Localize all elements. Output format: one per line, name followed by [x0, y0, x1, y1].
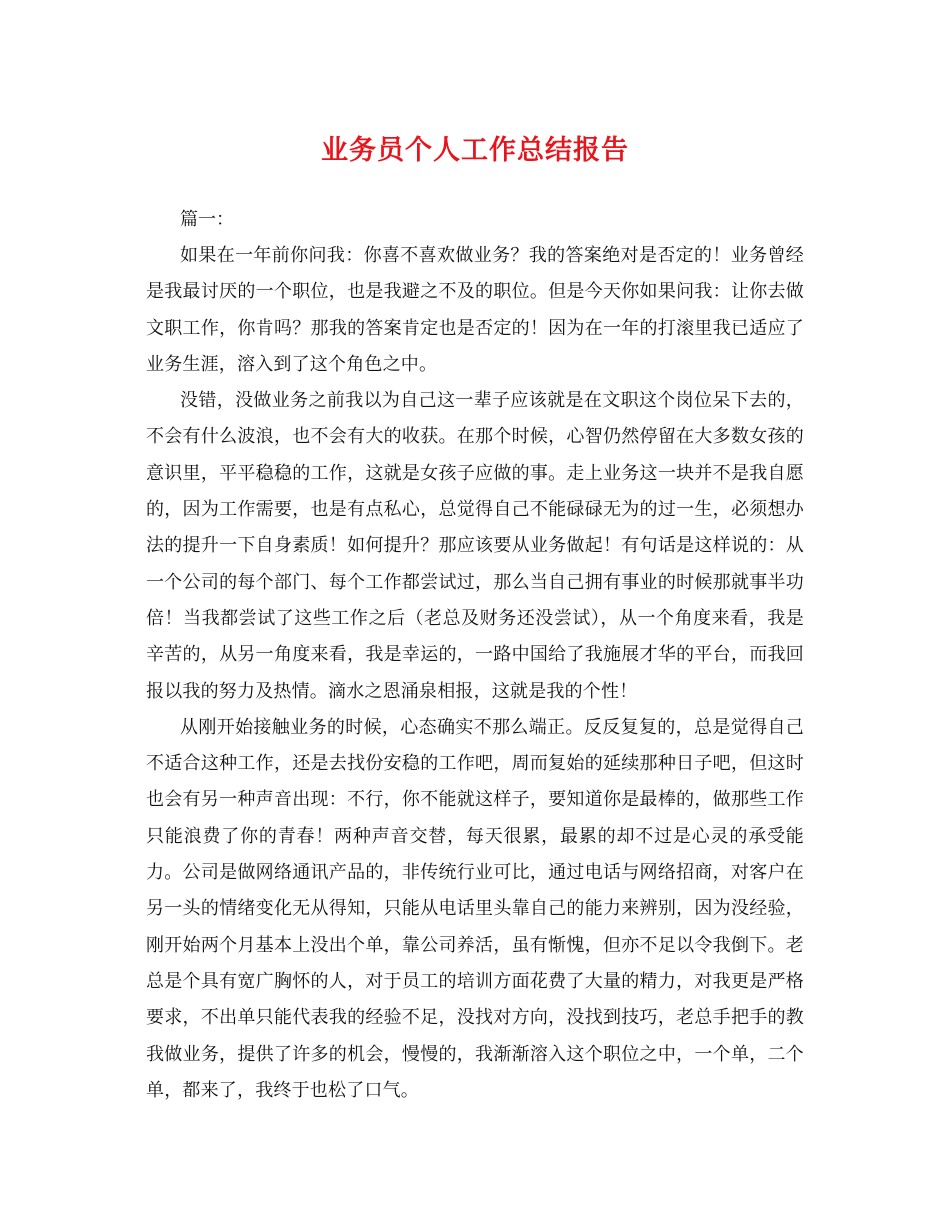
paragraph-2: 没错，没做业务之前我以为自己这一辈子应该就是在文职这个岗位呆下去的，不会有什么波浪，也不会有大的收获。在那个时候，心智仍然停留在大多数女孩的意识里，平平稳稳的工作，这就是女孩子应做的事。走上业务这一块并不是我自愿的，因为工作需要，也是有点私心，总觉得自己不能碌碌无为的过一生，必须想办法的提升一下自身素质！如何提升？那应该要从业务做起！有句话是这样说的：从一个公司的每个部门、每个工作都尝试过，那么当自己拥有事业的时候那就事半功倍！当我都尝试了这些工作之后（老总及财务还没尝试），从一个角度来看，我是辛苦的，从另一角度来看，我是幸运的，一路中国给了我施展才华的平台，而我回报以我的努力及热情。滴水之恩涌泉相报，这就是我的个性！ — [146, 390, 804, 702]
document-title: 业务员个人工作总结报告 — [321, 135, 629, 166]
document-body — [146, 201, 804, 1109]
paragraph-1: 如果在一年前你问我：你喜不喜欢做业务？我的答案绝对是否定的！业务曾经是我最讨厌的一个职位，也是我避之不及的职位。但是今天你如果问我：让你去做文职工作，你肯吗？那我的答案肯定也是否定的！因为在一年的打滚里我已适应了业务生涯，溶入到了这个角色之中。 — [146, 245, 804, 375]
paragraph-3: 从刚开始接触业务的时候，心态确实不那么端正。反反复复的，总是觉得自己不适合这种工作，还是去找份安稳的工作吧，周而复始的延续那种日子吧，但这时也会有另一种声音出现：不行，你不能就这样子，要知道你是最棒的，做那些工作只能浪费了你的青春！两种声音交替，每天很累，最累的却不过是心灵的承受能力。公司是做网络通讯产品的，非传统行业可比，通过电话与网络招商，对客户在另一头的情绪变化无从得知，只能从电话里头靠自己的能力来辨别，因为没经验，刚开始两个月基本上没出个单，靠公司养活，虽有惭愧，但亦不足以令我倒下。老总是个具有宽广胸怀的人，对于员工的培训方面花费了大量的精力，对我更是严格要求，不出单只能代表我的经验不足，没找对方向，没找到技巧，老总手把手的教我做业务，提供了许多的机会，慢慢的，我渐渐溶入这个职位之中，一个单，二个单，都来了，我终于也松了口气。 — [146, 716, 804, 1101]
section-label: 篇一： — [180, 209, 234, 230]
